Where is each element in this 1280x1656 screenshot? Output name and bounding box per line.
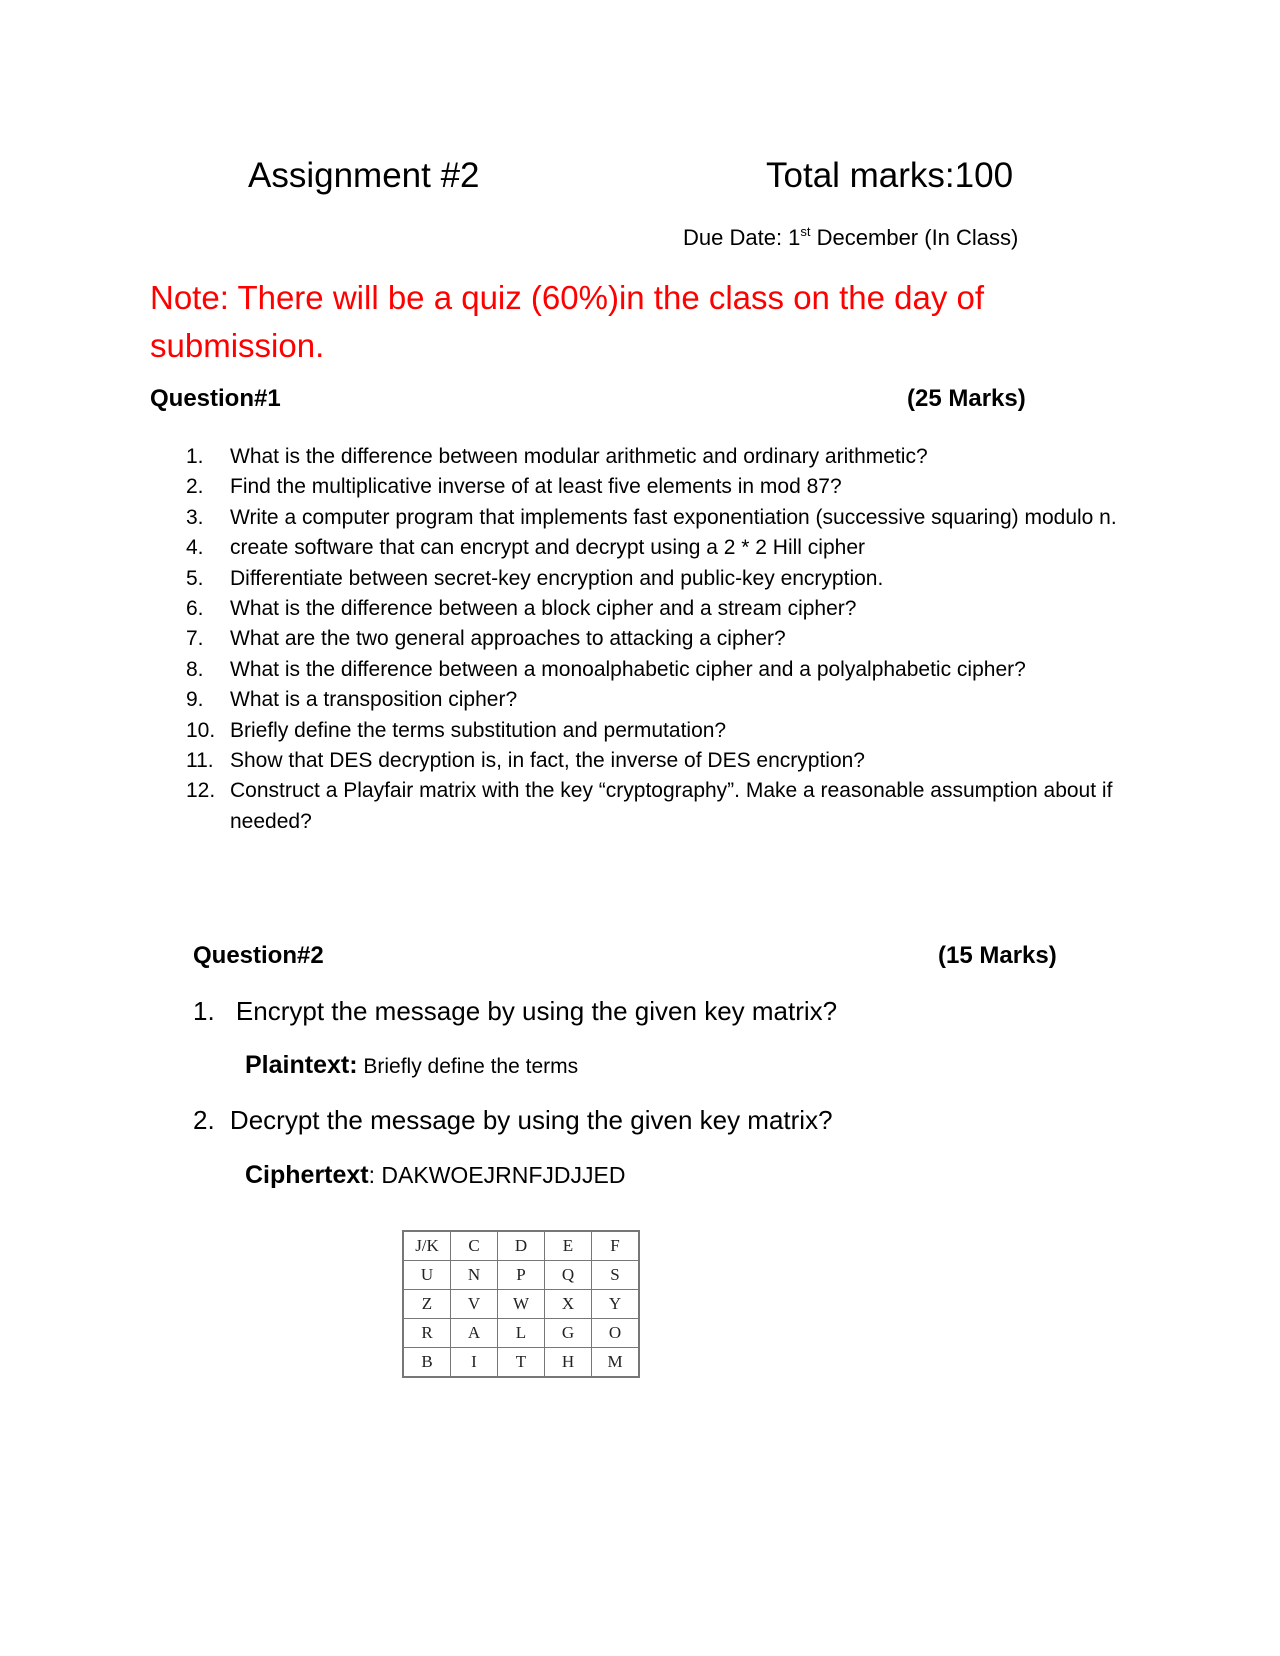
question1-item [186, 503, 1146, 533]
question1-item [186, 716, 1146, 746]
matrix-cell: E [545, 1231, 592, 1261]
question1-item-number: 10. [186, 718, 216, 742]
matrix-cell: Z [403, 1290, 451, 1319]
matrix-cell: S [592, 1261, 640, 1290]
matrix-row [403, 1290, 639, 1319]
matrix-cell: O [592, 1319, 640, 1348]
matrix-cell: A [451, 1319, 498, 1348]
question1-item-number: 1. [186, 445, 204, 468]
matrix-row [403, 1231, 639, 1261]
question1-item-number: 5. [186, 566, 204, 590]
plaintext-label: Plaintext: [245, 1051, 358, 1079]
due-date [683, 224, 1018, 252]
question1-item-text: What is the difference between modular arithmetic and ordinary arithmetic? [230, 445, 928, 468]
playfair-key-matrix [402, 1230, 640, 1378]
question1-item-number: 4. [186, 536, 204, 560]
matrix-cell: T [498, 1348, 545, 1378]
question1-item-text: create software that can encrypt and decrypt using a 2 * 2 Hill cipher [230, 536, 866, 560]
question2-item-2 [193, 1104, 833, 1136]
matrix-row [403, 1348, 639, 1378]
question1-marks: (25 Marks) [907, 385, 1026, 412]
question1-item [186, 746, 1146, 776]
question1-item [186, 685, 1146, 715]
question1-item-number: 8. [186, 657, 204, 681]
matrix-cell: N [451, 1261, 498, 1290]
question1-item-text: Construct a Playfair matrix with the key “cryptography”. Make a reasonable assumption about if needed? [230, 779, 1113, 833]
question1-item [186, 442, 1146, 472]
ciphertext-value: : DAKWOEJRNFJDJJED [368, 1162, 626, 1188]
due-date-ordinal: st [800, 224, 811, 239]
matrix-cell: V [451, 1290, 498, 1319]
plaintext-line [245, 1050, 578, 1082]
matrix-cell: Q [545, 1261, 592, 1290]
question2-item-2-text: Decrypt the message by using the given key matrix? [229, 1105, 833, 1135]
question1-item-number: 2. [186, 475, 204, 499]
matrix-cell: M [592, 1348, 640, 1378]
question1-item [186, 533, 1146, 563]
total-marks: Total marks:100 [766, 156, 1014, 195]
question2-item-1-number: 1. [193, 996, 215, 1026]
question2-item-1 [193, 995, 837, 1027]
question1-heading: Question#1 [150, 385, 281, 412]
quiz-note: Note: There will be a quiz (60%)in the class on the day of submission. [150, 279, 985, 364]
matrix-cell: L [498, 1319, 545, 1348]
question1-item-text: Find the multiplicative inverse of at least five elements in mod 87? [230, 475, 842, 499]
question1-item [186, 655, 1146, 685]
question1-item [186, 564, 1146, 594]
question1-item-text: What is a transposition cipher? [230, 688, 518, 712]
question1-item-number: 11. [186, 749, 214, 773]
matrix-cell: P [498, 1261, 545, 1290]
due-date-prefix: Due Date: 1 [683, 225, 801, 250]
question2-marks: (15 Marks) [938, 942, 1057, 969]
matrix-cell: C [451, 1231, 498, 1261]
ciphertext-label: Ciphertext [245, 1161, 369, 1189]
question1-item-text: Show that DES decryption is, in fact, the inverse of DES encryption? [230, 749, 865, 773]
question1-item-text: What are the two general approaches to attacking a cipher? [230, 627, 786, 651]
matrix-cell: J/K [403, 1231, 451, 1261]
question1-item-number: 6. [186, 597, 204, 621]
matrix-cell: U [403, 1261, 451, 1290]
plaintext-value: Briefly define the terms [357, 1055, 579, 1078]
matrix-cell: G [545, 1319, 592, 1348]
assignment-title: Assignment #2 [248, 156, 480, 195]
matrix-row [403, 1261, 639, 1290]
question1-item-number: 3. [186, 505, 204, 529]
matrix-cell: F [592, 1231, 640, 1261]
question1-item-text: What is the difference between a monoalphabetic cipher and a polyalphabetic cipher? [230, 657, 1026, 681]
question1-item [186, 594, 1146, 624]
matrix-cell: I [451, 1348, 498, 1378]
question2-item-1-text: Encrypt the message by using the given key matrix? [235, 996, 838, 1026]
ciphertext-line [245, 1160, 625, 1190]
matrix-cell: D [498, 1231, 545, 1261]
question1-item-number: 7. [186, 627, 204, 651]
question1-item-text: Differentiate between secret-key encryption and public-key encryption. [230, 566, 884, 590]
matrix-cell: H [545, 1348, 592, 1378]
question1-item [186, 624, 1146, 654]
question1-item [186, 472, 1146, 502]
question2-item-2-number: 2. [193, 1105, 215, 1135]
question1-list [186, 442, 1146, 837]
question1-item-text: Write a computer program that implements fast exponentiation (successive squaring) modulo n. [230, 505, 1117, 529]
matrix-cell: R [403, 1319, 451, 1348]
question1-item-number: 12. [186, 779, 216, 803]
matrix-cell: B [403, 1348, 451, 1378]
matrix-cell: Y [592, 1290, 640, 1319]
matrix-cell: X [545, 1290, 592, 1319]
matrix-row [403, 1319, 639, 1348]
due-date-suffix: December (In Class) [810, 225, 1019, 250]
question1-item-text: Briefly define the terms substitution and permutation? [230, 718, 727, 742]
question1-item-text: What is the difference between a block cipher and a stream cipher? [230, 597, 857, 621]
question2-heading: Question#2 [193, 942, 324, 969]
question1-item-number: 9. [186, 688, 204, 712]
matrix-cell: W [498, 1290, 545, 1319]
question1-item [186, 776, 1146, 837]
